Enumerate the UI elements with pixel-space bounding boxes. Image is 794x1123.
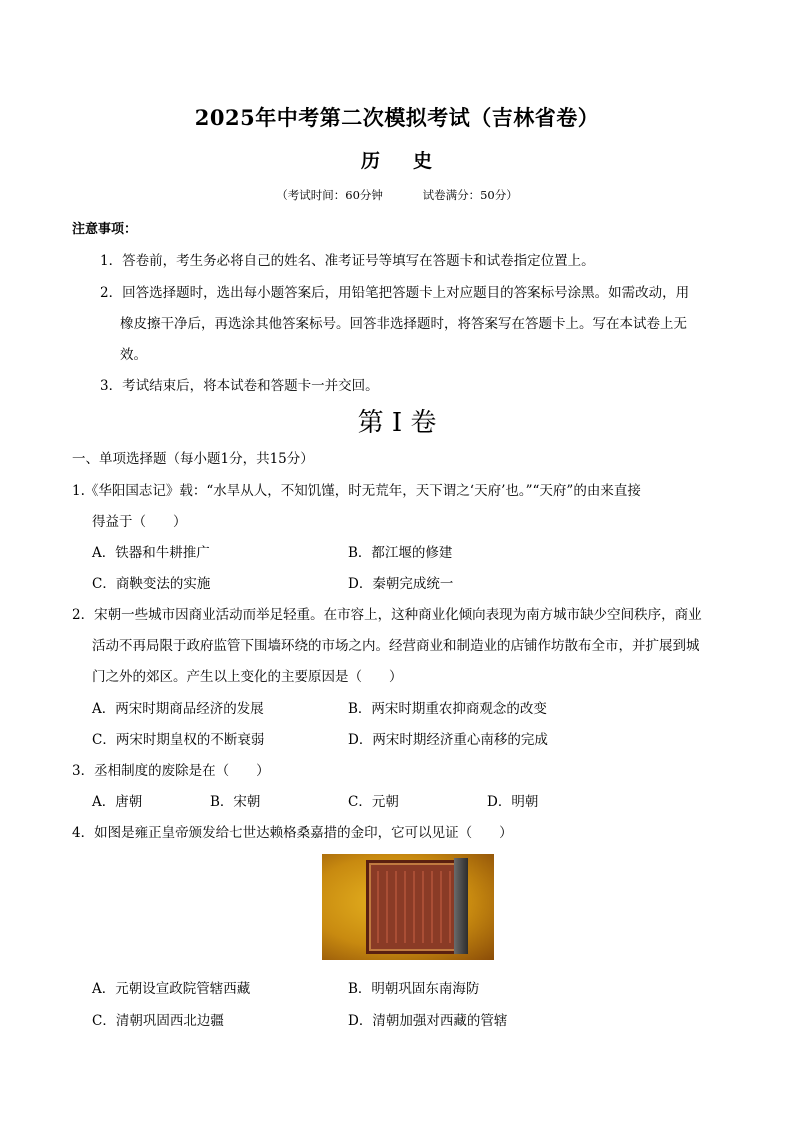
q2-option-b: B．两宋时期重农抑商观念的改变 xyxy=(348,701,547,717)
q1-option-b: B．都江堰的修建 xyxy=(348,545,453,561)
q4-stem: 4．如图是雍正皇帝颁发给七世达赖格桑嘉措的金印，它可以见证（ ） xyxy=(72,825,513,841)
q2-stem-cont-1: 活动不再局限于政府监管下围墙环绕的市场之内。经营商业和制造业的店铺作坊散布全市，并扩展到城 xyxy=(92,638,700,654)
q4-option-a: A．元朝设宣政院管辖西藏 xyxy=(92,981,251,997)
subject-char-1: 历 xyxy=(360,150,381,172)
part-heading: 一、单项选择题（每小题1分，共15分） xyxy=(72,451,314,467)
q3-option-b: B．宋朝 xyxy=(210,794,261,810)
q2-option-c: C．两宋时期皇权的不断衰弱 xyxy=(92,732,265,748)
subject-title xyxy=(0,146,794,173)
exam-meta xyxy=(0,187,794,203)
q4-option-b: B．明朝巩固东南海防 xyxy=(348,981,480,997)
exam-score: 试卷满分：50分） xyxy=(422,188,518,202)
seal-handle xyxy=(454,858,468,954)
q1-option-d: D．秦朝完成统一 xyxy=(348,576,454,592)
q2-option-a: A．两宋时期商品经济的发展 xyxy=(92,701,264,717)
q1-option-a: A．铁器和牛耕推广 xyxy=(92,545,210,561)
q2-option-d: D．两宋时期经济重心南移的完成 xyxy=(348,732,548,748)
notice-item-2: 2．回答选择题时，选出每小题答案后，用铅笔把答题卡上对应题目的答案标号涂黑。如需改动，用 xyxy=(100,285,690,301)
notice-item-1: 1．答卷前，考生务必将自己的姓名、准考证号等填写在答题卡和试卷指定位置上。 xyxy=(100,253,595,269)
q4-option-c: C．清朝巩固西北边疆 xyxy=(92,1013,224,1029)
subject-char-2: 史 xyxy=(413,150,434,172)
q2-stem: 2．宋朝一些城市因商业活动而举足轻重。在市容上，这种商业化倾向表现为南方城市缺少空间秩序，商业 xyxy=(72,607,702,623)
section-title: 第 I 卷 xyxy=(357,408,437,438)
notice-item-2-cont: 橡皮擦干净后，再选涂其他答案标号。回答非选择题时，将答案写在答题卡上。写在本试卷上无 xyxy=(120,316,687,332)
notice-item-2-end: 效。 xyxy=(120,347,147,363)
exam-time: （考试时间：60分钟 xyxy=(276,188,383,202)
notice-heading: 注意事项： xyxy=(72,222,138,237)
q1-stem-cont: 得益于（ ） xyxy=(92,514,187,530)
q1-option-c: C．商鞅变法的实施 xyxy=(92,576,211,592)
seal-face xyxy=(366,860,466,954)
q3-option-d: D．明朝 xyxy=(487,794,539,810)
q4-option-d: D．清朝加强对西藏的管辖 xyxy=(348,1013,508,1029)
q3-option-c: C．元朝 xyxy=(348,794,399,810)
q3-option-a: A．唐朝 xyxy=(92,794,143,810)
exam-title: 2025年中考第二次模拟考试（吉林省卷） xyxy=(194,105,600,130)
golden-seal-image xyxy=(322,854,494,960)
q2-stem-cont-2: 门之外的郊区。产生以上变化的主要原因是（ ） xyxy=(92,669,403,685)
q3-stem: 3．丞相制度的废除是在（ ） xyxy=(72,763,270,779)
q1-stem: 1.《华阳国志记》载：“水旱从人，不知饥馑，时无荒年，天下谓之‘天府’也。”“天府”的由来直接 xyxy=(72,483,641,499)
notice-item-3: 3．考试结束后，将本试卷和答题卡一并交回。 xyxy=(100,378,379,394)
